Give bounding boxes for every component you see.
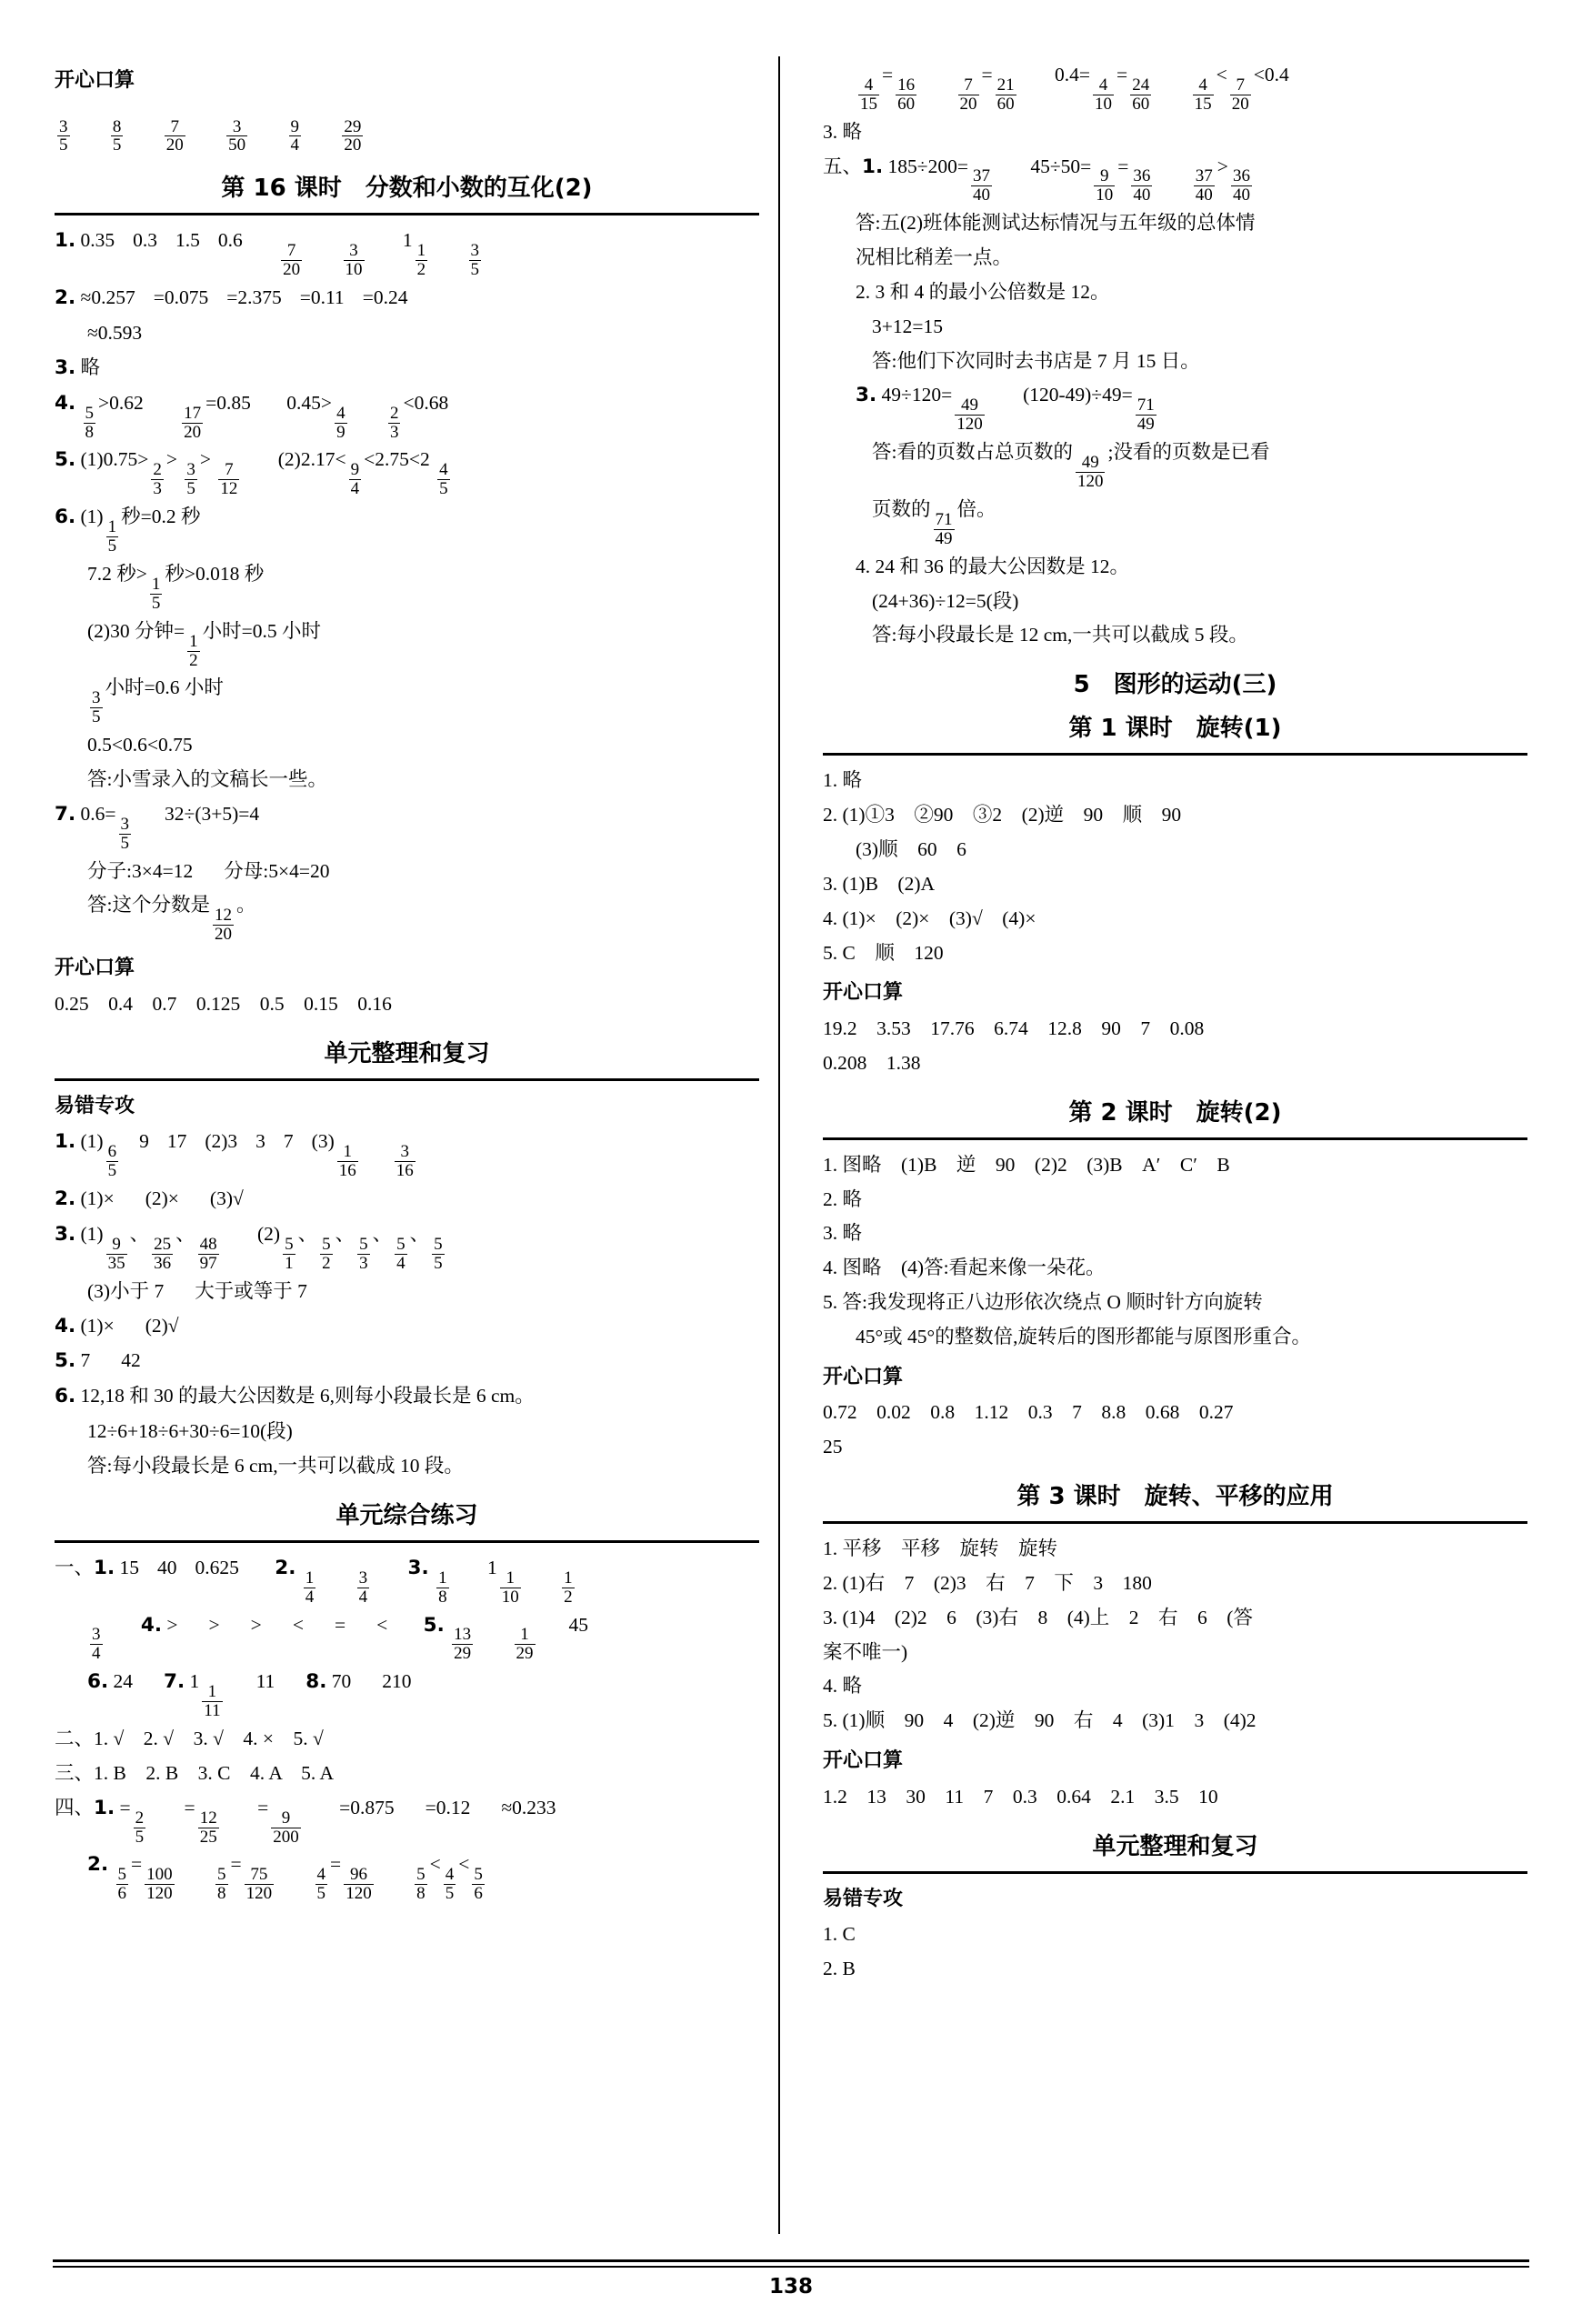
r-top-13: (24+36)÷12=5(段) [872,589,1019,612]
r-top-2: 3. 略 [823,120,863,143]
kx-head-1: 开心口算 [55,69,135,92]
l16-q7-3: 答:这个分数是 $\frac{12}{20}$ 。 [87,894,256,945]
lesson-1-title: 第 1 课时 旋转(1) [823,709,1527,756]
l2-q3: 3. 略 [823,1222,863,1245]
r-top-4: 答:五(2)班体能测试达标情况与五年级的总体情 [856,212,1256,235]
r-top-14: 答:每小段最长是 12 cm,一共可以截成 5 段。 [872,624,1248,646]
right-column [823,56,1527,2239]
r-top-9: 3. 49÷120= $\frac{49}{120}$ (120-49)÷49= $\frac{71}{49}$ [856,384,1155,435]
l1-q3: 3. (1)B (2)A [823,872,936,895]
l2-kx-2: 25 [823,1436,843,1458]
unit-exercise-title: 单元综合练习 [55,1497,759,1543]
ex-r5: 三、1. B 2. B 3. C 4. A 5. A [55,1761,335,1784]
yicuo-q3-2: (3)小于 7 大于或等于 7 [87,1279,307,1302]
ex-r2: $\frac{3}{4}$ 4. > > > < = < 5. $\frac{13}{29}$ $\frac{1}{29}$ 45 [92,1613,588,1664]
lesson-2-title: 第 2 课时 旋转(2) [823,1094,1527,1140]
l1-kx-2: 0.208 1.38 [823,1051,921,1074]
kx-row-2: 0.25 0.4 0.7 0.125 0.5 0.15 0.16 [55,992,392,1015]
l16-q6-5: 0.5<0.6<0.75 [87,734,193,756]
l16-q6-4: $\frac{3}{5}$ 小时=0.6 小时 [92,676,224,727]
l1-q2b: (3)顺 60 6 [856,838,966,861]
ex-r3: 6. 24 7. 1 $\frac{1}{11}$ 11 8. 70 210 [87,1670,412,1721]
yicuo-q5: 5. 7 42 [55,1349,141,1373]
lesson-3-title: 第 3 课时 旋转、平移的应用 [823,1478,1527,1524]
l2-q1: 1. 图略 (1)B 逆 90 (2)2 (3)B A′ C′ B [823,1153,1230,1176]
l1-kx-1: 19.2 3.53 17.76 6.74 12.8 90 7 0.08 [823,1017,1205,1040]
l2-q4: 4. 图略 (4)答:看起来像一朵花。 [823,1257,1106,1279]
unit-review-title-left: 单元整理和复习 [55,1035,759,1081]
l3-q5: 5. (1)顺 90 4 (2)逆 90 右 4 (3)1 3 (4)2 [823,1709,1257,1732]
yicuo-q1: 1. (1) $\frac{6}{5}$ 9 17 (2)3 3 7 (3) $\frac{1}{16}$ $\frac{3}{16}$ [55,1130,414,1181]
r-top-5: 况相比稍差一点。 [856,246,1013,269]
ex-r7: 2. $\frac{5}{6}$ = $\frac{100}{120}$ $\frac{5}{8}$ = $\frac{75}{120}$ $\frac{4}{5}$ = $\frac{96}{120}$ $\frac{5}{8}$ < $\frac{4}{5}$ < $\frac{5}{6}$ [87,1853,483,1904]
r-top-10: 答:看的页数占总页数的 $\frac{49}{120}$ ;没看的页数是已看 [872,441,1270,492]
lesson-16-title: 第 16 课时 分数和小数的互化(2) [55,169,759,215]
l3-kx-head: 开心口算 [823,1749,904,1773]
l3-q4: 4. 略 [823,1675,863,1698]
l16-q4: 4. $\frac{5}{8}$ >0.62 $\frac{17}{20}$ =0.85 0.45> $\frac{4}{9}$ $\frac{2}{3}$ <0.68 [55,391,449,442]
r-top-6: 2. 3 和 4 的最小公倍数是 12。 [856,280,1110,303]
l1-q4: 4. (1)× (2)× (3)√ (4)× [823,907,1036,929]
l2-kx-head: 开心口算 [823,1365,904,1388]
r-top-12: 4. 24 和 36 的最大公因数是 12。 [856,555,1130,577]
left-column [55,56,759,2239]
l16-q1: 1. 0.35 0.3 1.5 0.6 $\frac{7}{20}$ $\frac{3}{10}$ 1 $\frac{1}{2}$ $\frac{3}{5}$ [55,229,480,280]
yicuo-q6-2: 12÷6+18÷6+30÷6=10(段) [87,1420,293,1443]
l16-q6-3: (2)30 分钟= $\frac{1}{2}$ 小时=0.5 小时 [87,619,321,670]
l3-q3a: 3. (1)4 (2)2 6 (3)右 8 (4)上 2 右 6 (答 [823,1606,1253,1628]
unit-review-title-right: 单元整理和复习 [823,1828,1527,1874]
r-yicuo-q1: 1. C [823,1923,856,1946]
ex-r6: 四、1. = $\frac{2}{5}$ = $\frac{12}{25}$ = $\frac{9}{200}$ =0.875 =0.12 ≈0.233 [55,1796,556,1847]
l1-q1: 1. 略 [823,769,863,792]
yicuo-q4: 4. (1)× (2)√ [55,1314,179,1337]
l1-q5: 5. C 顺 120 [823,941,944,964]
l2-q5a: 5. 答:我发现将正八边形依次绕点 O 顺时针方向旋转 [823,1291,1263,1314]
l16-q3: 3. 略 [55,356,101,379]
l16-q6-2: 7.2 秒> $\frac{1}{5}$ 秒>0.018 秒 [87,562,265,613]
l16-q6-6: 答:小雪录入的文稿长一些。 [87,768,327,791]
r-top-8: 答:他们下次同时去书店是 7 月 15 日。 [872,349,1200,372]
l1-q2a: 2. (1)①3 ②90 ③2 (2)逆 90 顺 90 [823,804,1182,826]
l16-q7-2: 分子:3×4=12 分母:5×4=20 [87,859,330,882]
r-top-7: 3+12=15 [872,315,944,337]
yicuo-head-left: 易错专攻 [55,1094,135,1117]
ex-r1: 一、1. 15 40 0.625 2. $\frac{1}{4}$ $\frac{3}{4}$ 3. $\frac{1}{8}$ 1 $\frac{1}{10}$ $\frac{1}{2}$ [55,1556,573,1607]
l2-kx-1: 0.72 0.02 0.8 1.12 0.3 7 8.8 0.68 0.27 [823,1401,1234,1424]
two-column-body [55,56,1527,2239]
r-top-1: $\frac{4}{15}$ = $\frac{16}{60}$ $\frac{7}{20}$ = $\frac{21}{60}$ 0.4= $\frac{4}{10}$ = $\frac{24}{60}$ $\frac{4}{15}$ < $\frac{7}{20}$ <0.4 [860,64,1289,114]
l16-q7-1: 7. 0.6= $\frac{3}{5}$ 32÷(3+5)=4 [55,802,260,853]
l3-q1: 1. 平移 平移 旋转 旋转 [823,1538,1058,1560]
yicuo-q6-3: 答:每小段最长是 6 cm,一共可以截成 10 段。 [87,1454,464,1477]
kx-head-2: 开心口算 [55,957,135,980]
l2-q5b: 45°或 45°的整数倍,旋转后的图形都能与原图形重合。 [856,1325,1311,1347]
l16-q2b: ≈0.593 [87,322,143,345]
r-yicuo-q2: 2. B [823,1958,856,1980]
l2-q2: 2. 略 [823,1187,863,1210]
page-number: 138 [768,2275,813,2299]
ex-r4: 二、1. √ 2. √ 3. √ 4. × 5. √ [55,1728,324,1750]
r-top-3: 五、1. 185÷200= $\frac{37}{40}$ 45÷50= $\frac{9}{10}$ = $\frac{36}{40}$ $\frac{37}{40}$ > $\frac{36}{40}$ [823,155,1250,205]
footer-rule [53,2259,1529,2262]
kx-row-1: $\frac{3}{5}$ $\frac{8}{5}$ $\frac{7}{20}$ $\frac{3}{50}$ $\frac{9}{4}$ $\frac{29}{20}$ [59,116,362,155]
l16-q2a: 2. ≈0.257 =0.075 =2.375 =0.11 =0.24 [55,286,408,310]
r-top-11: 页数的 $\frac{71}{49}$ 倍。 [872,497,996,548]
l16-q5: 5. (1)0.75> $\frac{2}{3}$ > $\frac{3}{5}$ > $\frac{7}{12}$ (2)2.17< $\frac{9}{4}$ <2.75<2 $\frac{4}{5}$ [55,448,448,499]
yicuo-q2: 2. (1)× (2)× (3)√ [55,1187,244,1211]
l16-q6-1: 6. (1) $\frac{1}{5}$ 秒=0.2 秒 [55,506,201,556]
l3-q3b: 案不唯一) [823,1640,908,1663]
l1-kx-head: 开心口算 [823,981,904,1005]
yicuo-head-right: 易错专攻 [823,1887,904,1910]
yicuo-q3-1: 3. (1) $\frac{9}{35}$ 、 $\frac{25}{36}$ 、 $\frac{48}{97}$ (2) $\frac{5}{1}$ 、 $\frac{5}{2}$ 、 $\frac{5}{3}$ 、 $\frac{5}{4}$ 、 $\frac{5}{5}$ [55,1222,443,1273]
yicuo-q6-1: 6. 12,18 和 30 的最大公因数是 6,则每小段最长是 6 cm。 [55,1385,535,1408]
l3-q2: 2. (1)右 7 (2)3 右 7 下 3 180 [823,1571,1152,1594]
chapter-5-title: 5 图形的运动(三) [1073,671,1277,699]
l3-kx-1: 1.2 13 30 11 7 0.3 0.64 2.1 3.5 10 [823,1785,1218,1808]
